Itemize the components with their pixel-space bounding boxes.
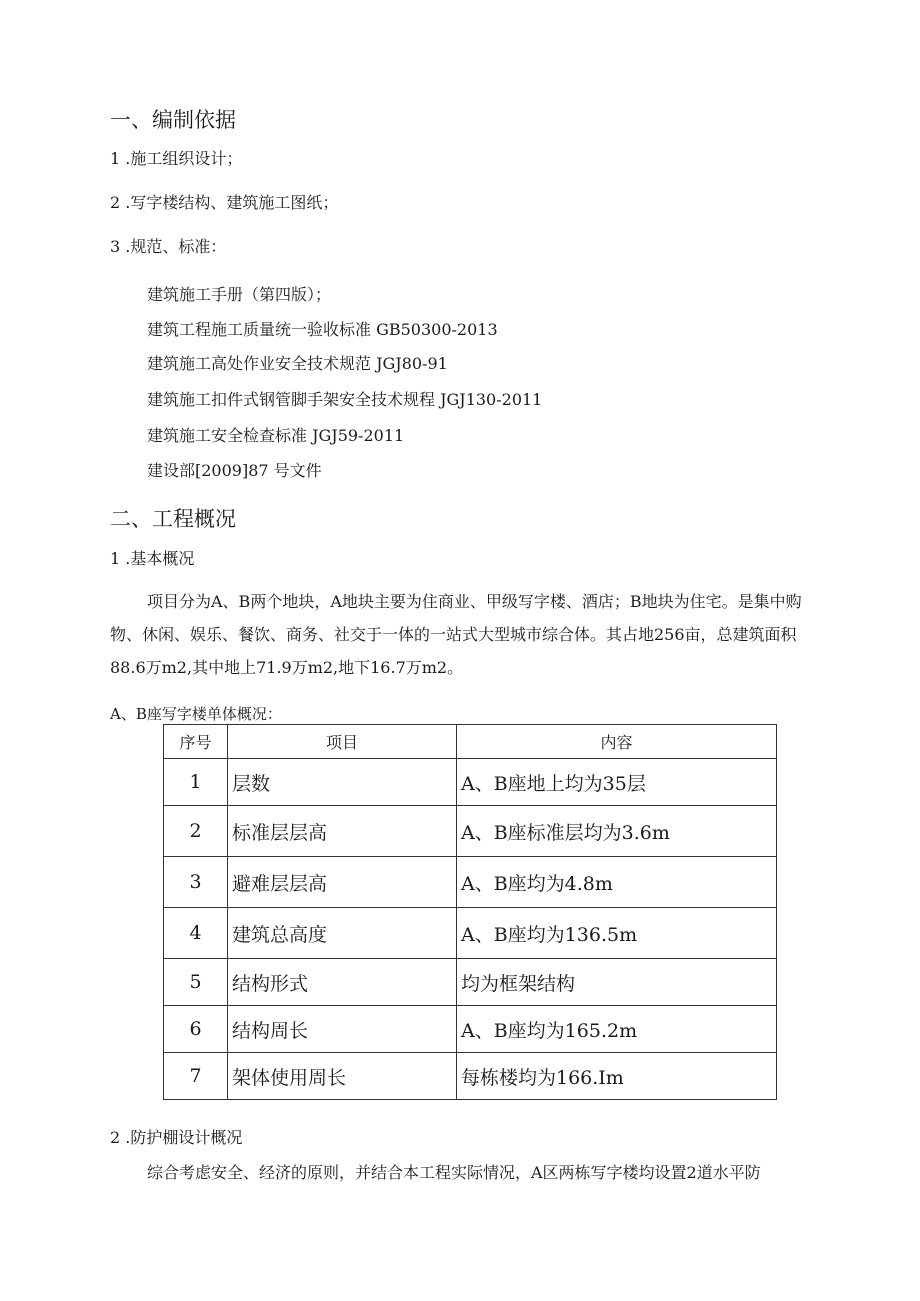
standard-item: 建筑工程施工质量统一验收标准 GB50300-2013 (147, 320, 498, 339)
row-number: 3 (164, 857, 228, 908)
row-number: 5 (164, 959, 228, 1006)
row-item: 标准层层高 (228, 806, 457, 857)
header-cell: 序号 (164, 725, 228, 759)
row-content: A、B座均为136.5m (457, 908, 777, 959)
standard-item: 建筑施工手册（第四版）； (147, 285, 332, 304)
standard-item: 建筑施工扣件式钢管脚手架安全技术规程 JGJ130-2011 (147, 390, 543, 409)
row-item: 避难层层高 (228, 857, 457, 908)
protection-paragraph: 综合考虑安全、经济的原则，并结合本工程实际情况，A区两栋写字楼均设置2道水平防 (147, 1163, 761, 1182)
table-row (164, 1053, 777, 1100)
row-content: 均为框架结构 (457, 959, 777, 1006)
standard-item: 建筑施工安全检查标准 JGJ59-2011 (147, 426, 405, 445)
header-cell: 项目 (228, 725, 457, 759)
row-content: A、B座地上均为35层 (457, 759, 777, 806)
header-cell: 内容 (457, 725, 777, 759)
table-row (164, 908, 777, 959)
building-overview-table (163, 724, 777, 1100)
list-item: 2 .写字楼结构、建筑施工图纸； (110, 193, 339, 212)
standard-item: 建设部[2009]87 号文件 (147, 461, 322, 480)
row-number: 2 (164, 806, 228, 857)
overview-text: 项目分为A、B两个地块，A地块主要为住商业、甲级写字楼、酒店；B地块为住宅。是集中购物、休闲、娱乐、餐饮、商务、社交于一体的一站式大型城市综合体。其占地256亩，总建筑面积88.6万m2,其中地上71.9万m2,地下16.7万m2。 (110, 592, 802, 677)
list-item: 3 .规范、标准： (110, 237, 227, 256)
section-2-title: 二、工程概况 (110, 507, 236, 531)
section-1-title: 一、编制依据 (110, 108, 236, 132)
overview-paragraph (110, 585, 826, 684)
row-number: 4 (164, 908, 228, 959)
table-row (164, 857, 777, 908)
row-number: 1 (164, 759, 228, 806)
row-content: A、B座均为165.2m (457, 1006, 777, 1053)
row-item: 架体使用周长 (228, 1053, 457, 1100)
table-row (164, 959, 777, 1006)
table-row (164, 759, 777, 806)
row-item: 建筑总高度 (228, 908, 457, 959)
row-content: A、B座标准层均为3.6m (457, 806, 777, 857)
subsection-title: 1 .基本概况 (110, 549, 195, 568)
row-item: 层数 (228, 759, 457, 806)
row-item: 结构形式 (228, 959, 457, 1006)
table-row (164, 1006, 777, 1053)
table-header-row (164, 725, 777, 759)
row-number: 6 (164, 1006, 228, 1053)
list-item: 1 .施工组织设计； (110, 149, 243, 168)
row-content: 每栋楼均为166.Im (457, 1053, 777, 1100)
row-number: 7 (164, 1053, 228, 1100)
table-caption: A、B座写字楼单体概况： (110, 705, 282, 723)
row-item: 结构周长 (228, 1006, 457, 1053)
subsection-title: 2 .防护棚设计概况 (110, 1128, 243, 1147)
standard-item: 建筑施工高处作业安全技术规范 JGJ80-91 (147, 354, 448, 373)
row-content: A、B座均为4.8m (457, 857, 777, 908)
table-row (164, 806, 777, 857)
